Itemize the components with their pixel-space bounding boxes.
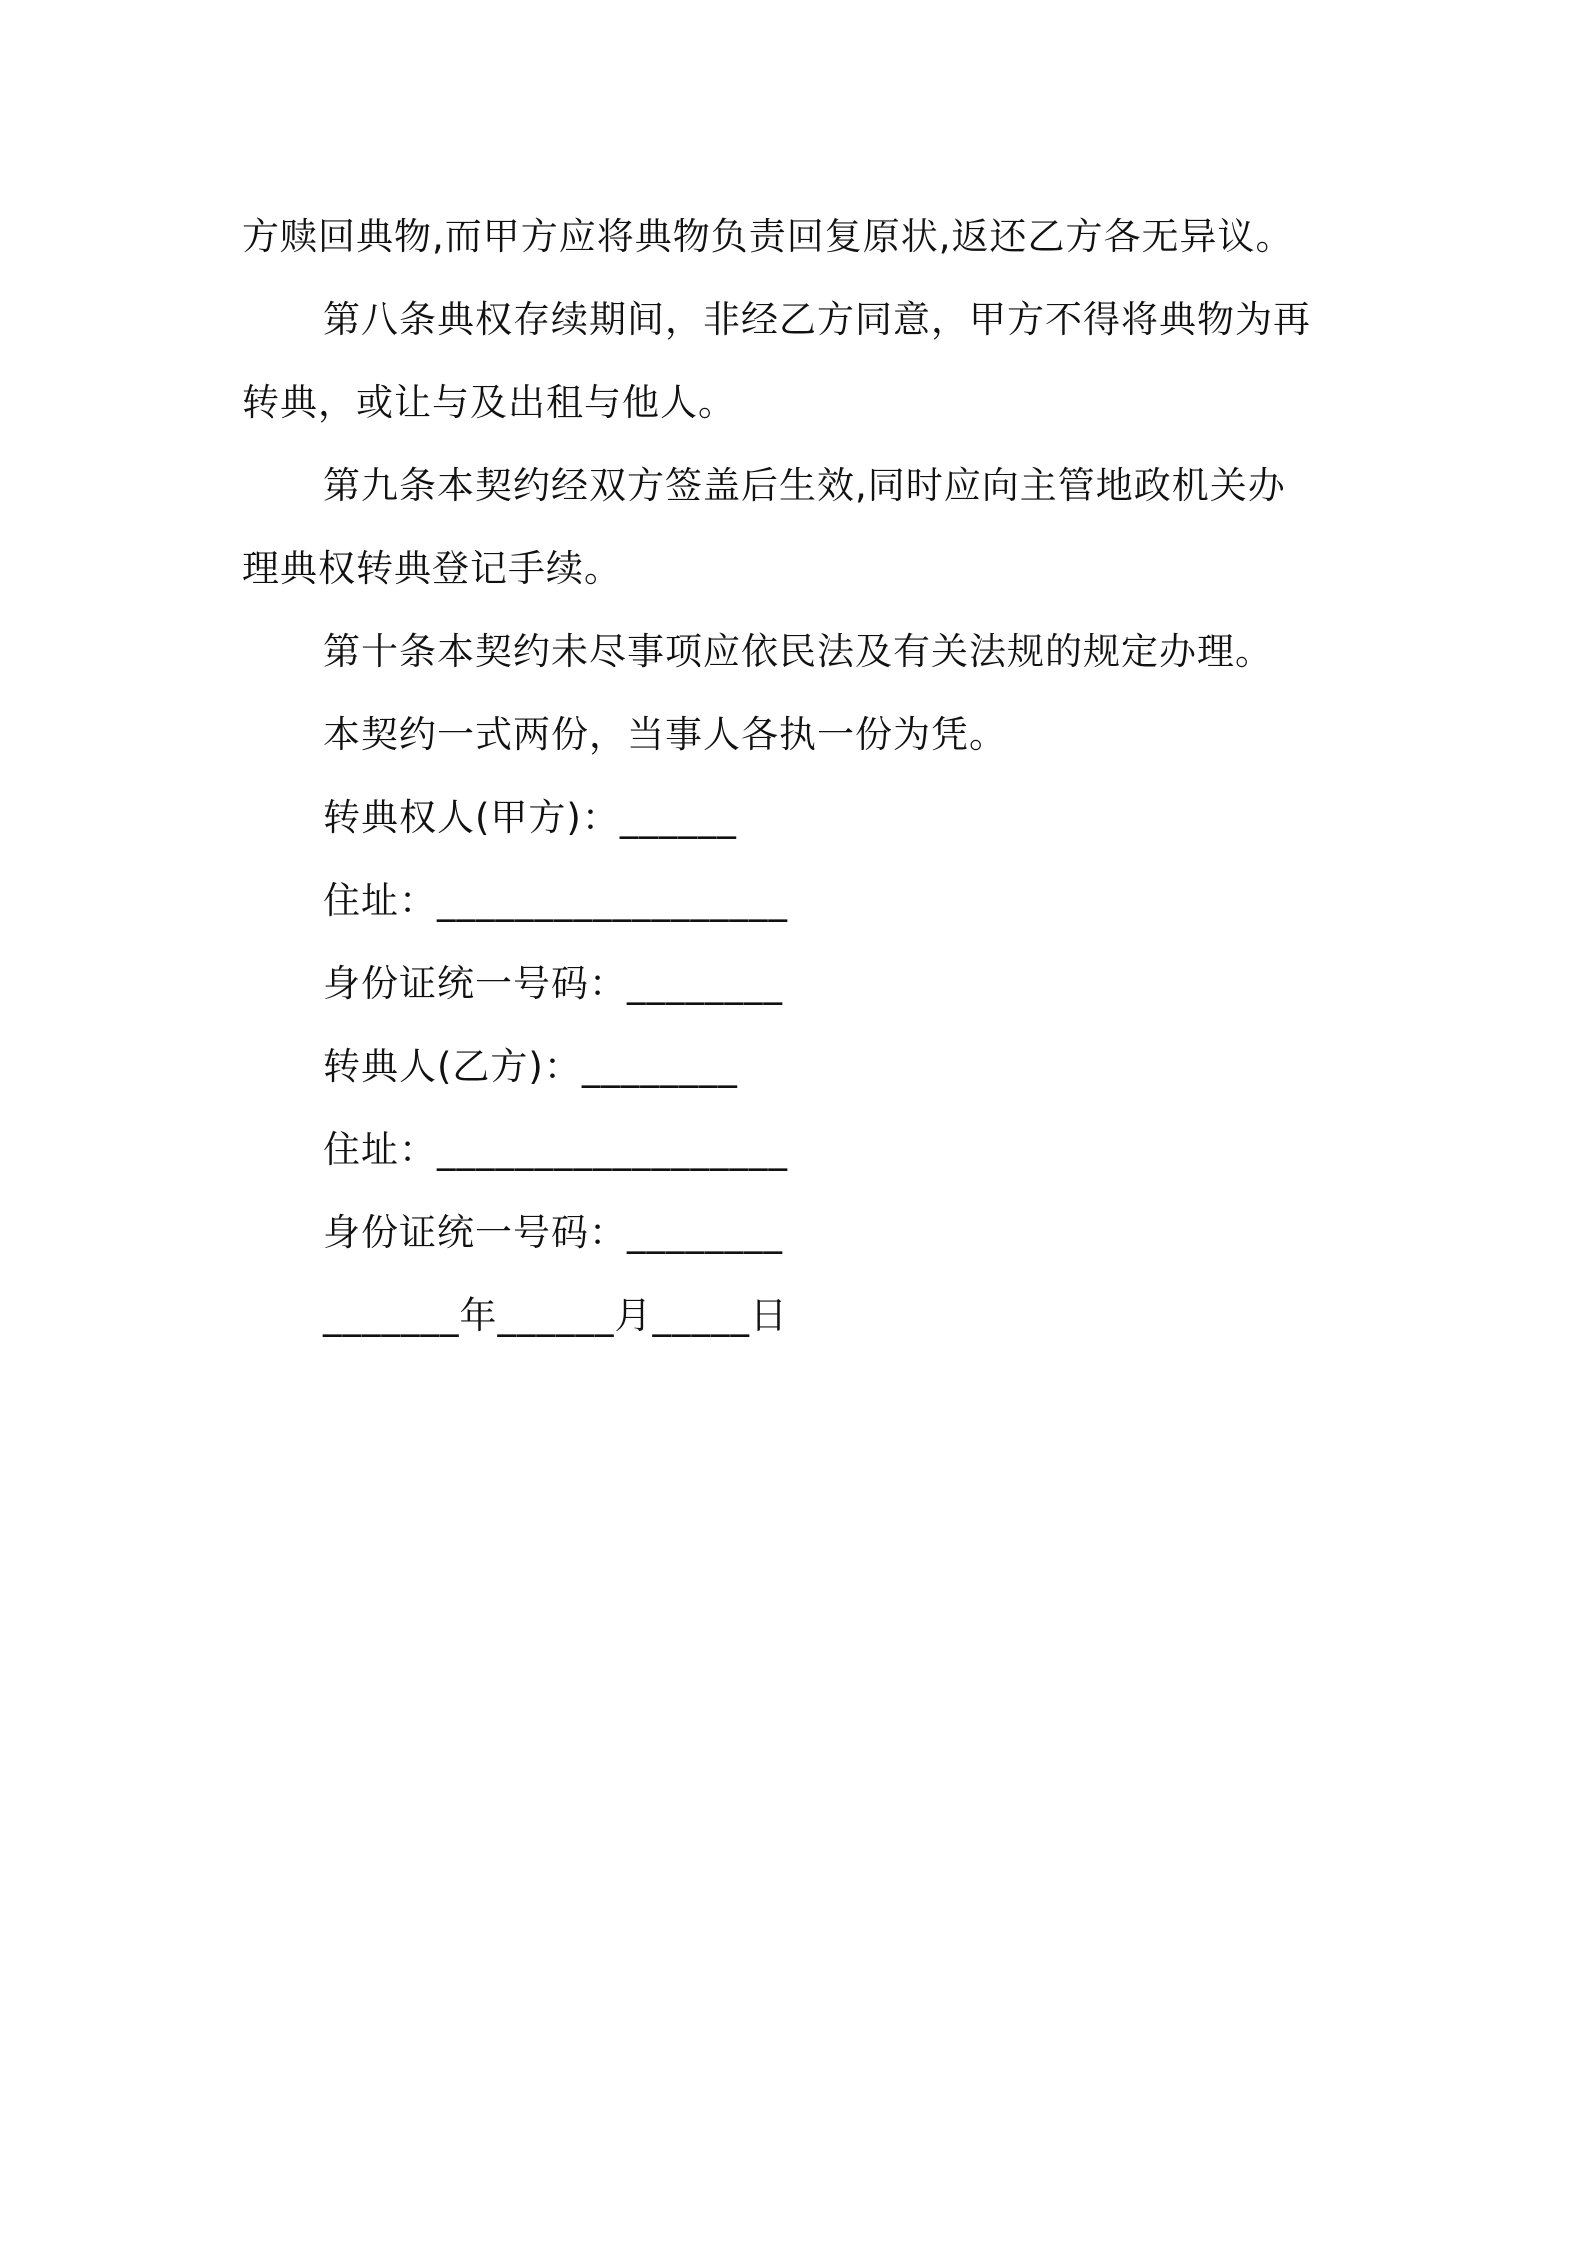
signature-block — [242, 776, 1362, 1357]
party-b-id-field: 身份证统一号码：________ — [323, 1211, 783, 1254]
clause-7-continuation: 方赎回典物,而甲方应将典物负责回复原状,返还乙方各无异议。 — [242, 215, 1294, 258]
party-a-id-field: 身份证统一号码：________ — [323, 962, 783, 1005]
clause-9-line-1: 第九条本契约经双方签盖后生效,同时应向主管地政机关办 — [323, 464, 1286, 507]
party-a-name-field: 转典权人(甲方)：______ — [323, 796, 737, 839]
clause-10: 第十条本契约未尽事项应依民法及有关法规的规定办理。 — [323, 630, 1273, 673]
party-a-address-field: 住址：__________________ — [323, 879, 788, 922]
party-b-name-field: 转典人(乙方)：________ — [323, 1045, 738, 1088]
clause-9-line-2: 理典权转典登记手续。 — [242, 547, 622, 590]
clause-8-line-1: 第八条典权存续期间，非经乙方同意，甲方不得将典物为再 — [323, 298, 1311, 341]
date-field: _______年______月_____日 — [323, 1294, 788, 1337]
clause-8-line-2: 转典，或让与及出租与他人。 — [242, 381, 736, 424]
copies-statement: 本契约一式两份，当事人各执一份为凭。 — [323, 713, 1007, 756]
party-b-address-field: 住址：__________________ — [323, 1128, 788, 1171]
contract-body — [242, 195, 1362, 1357]
